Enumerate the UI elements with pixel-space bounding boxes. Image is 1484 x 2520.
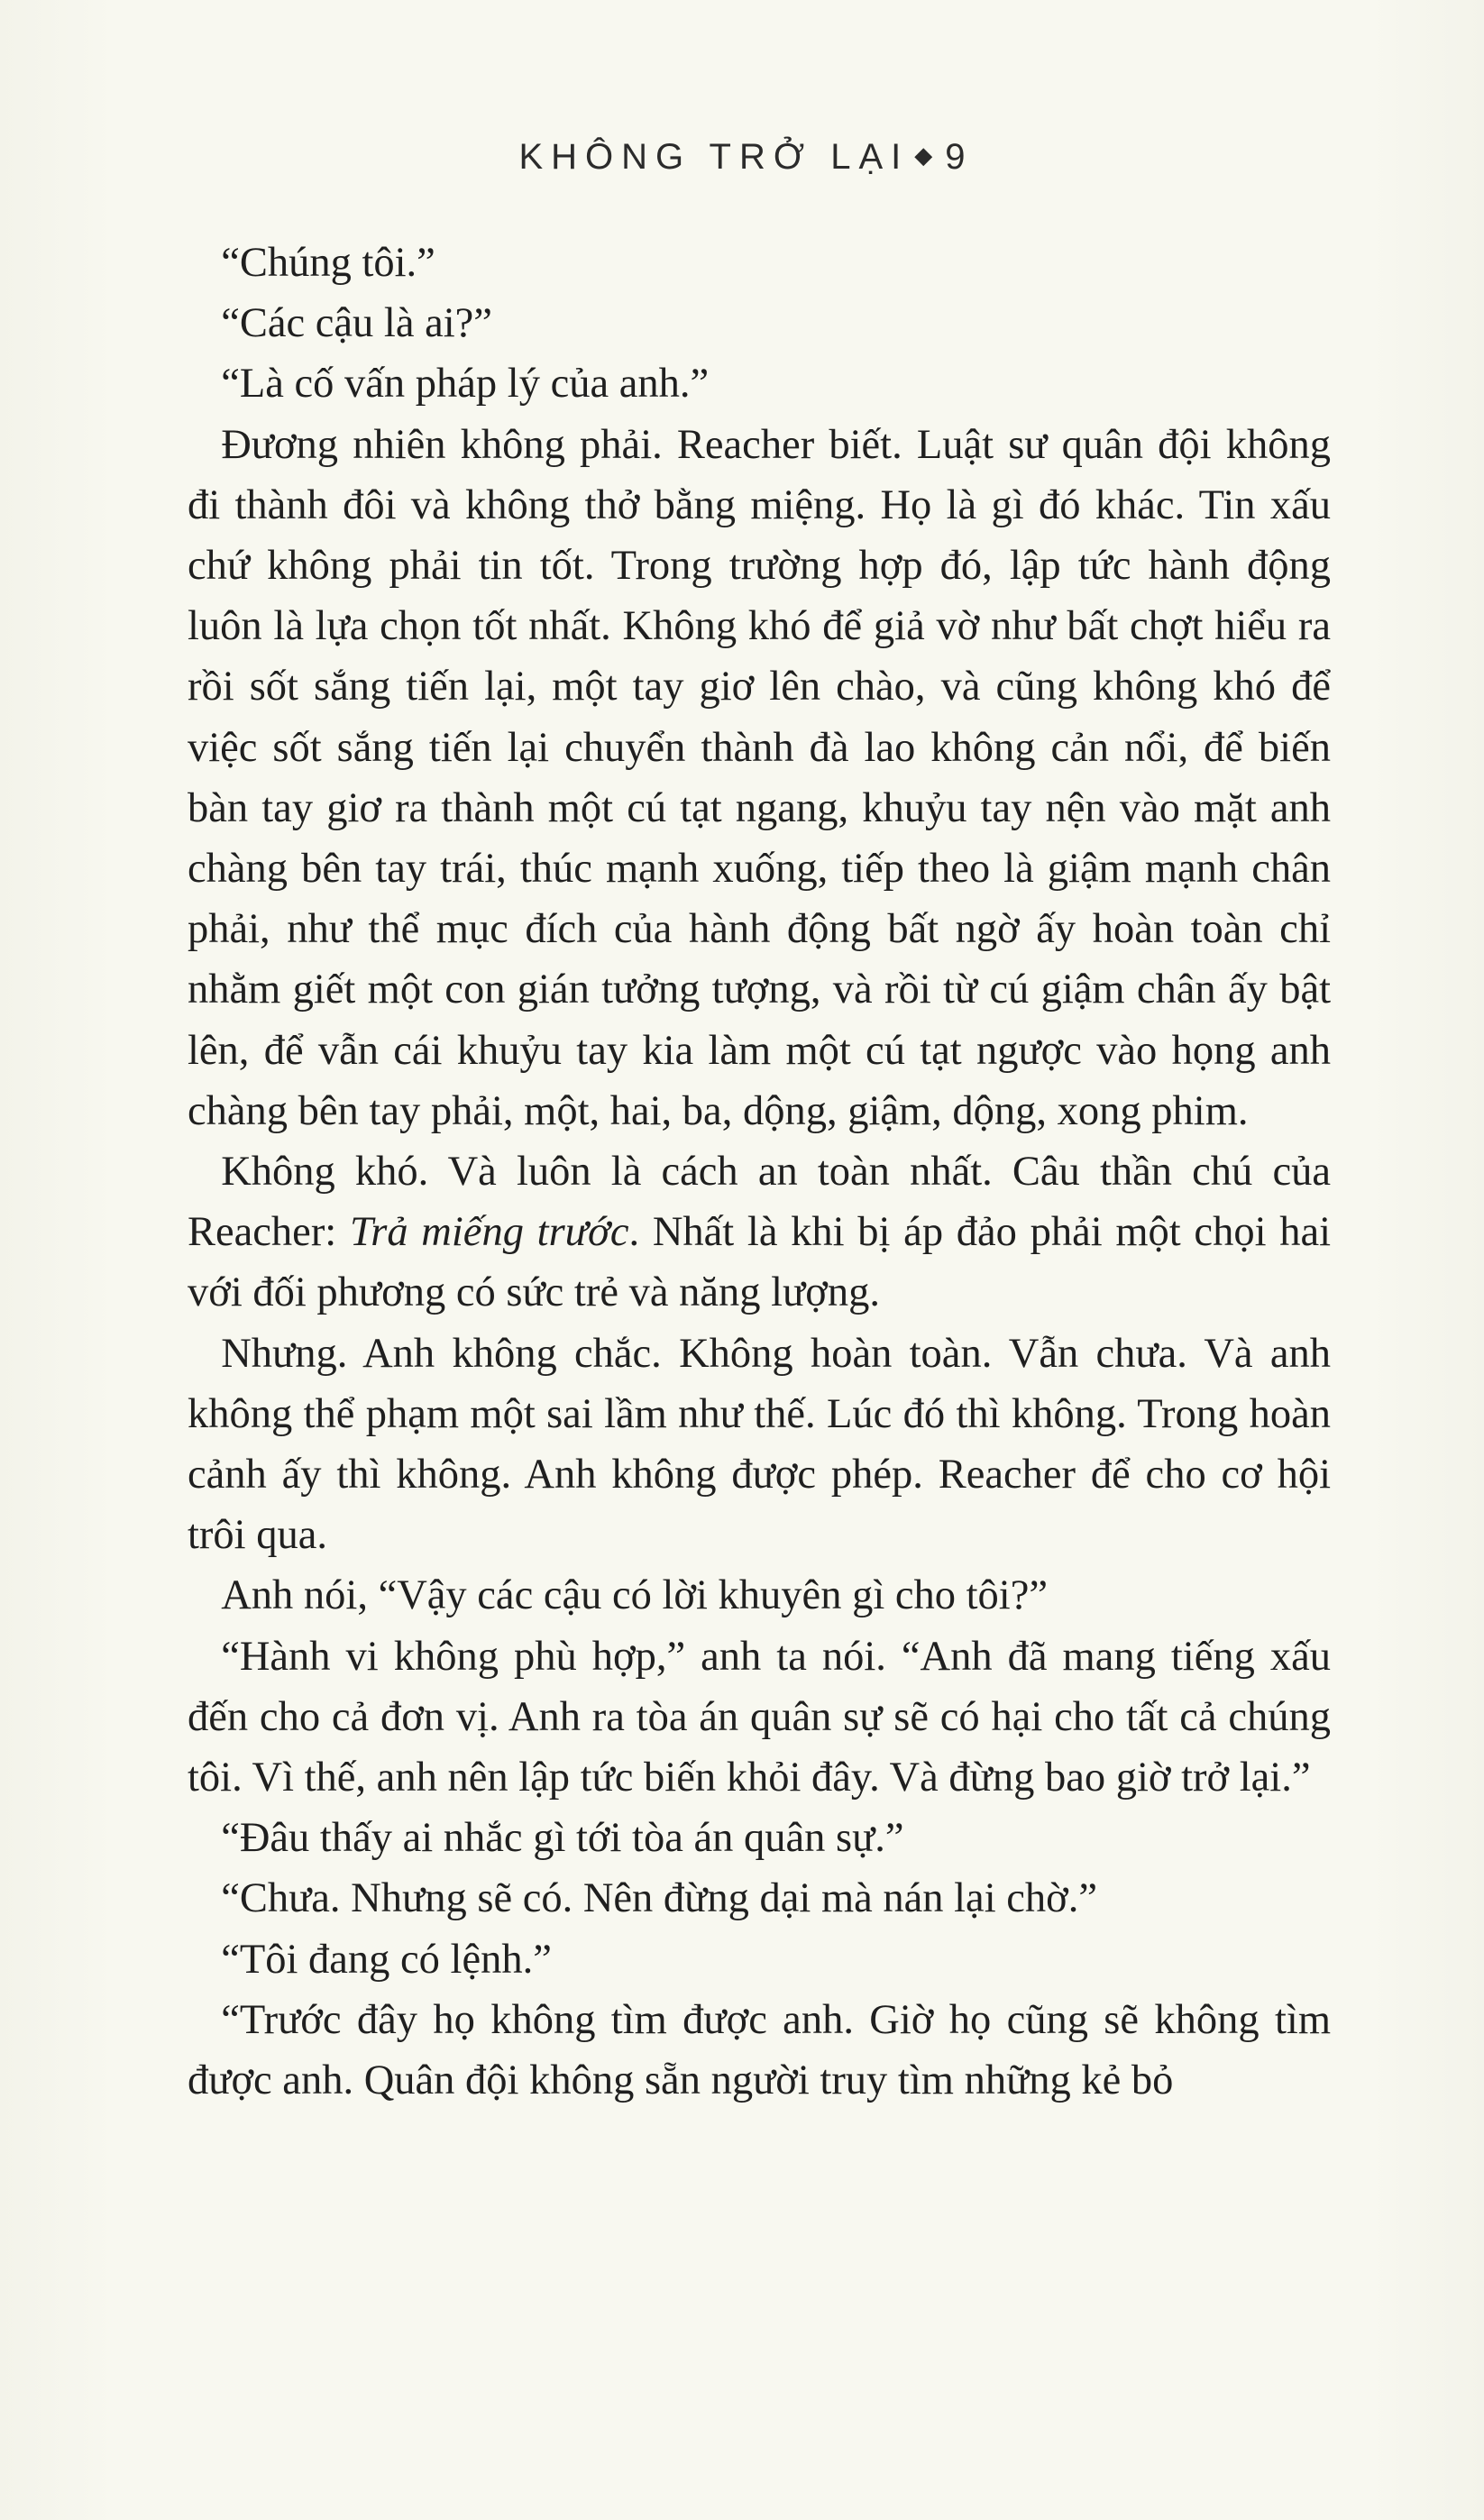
paragraph: “Hành vi không phù hợp,” anh ta nói. “Anh đã mang tiếng xấu đến cho cả đơn vị. Anh ra tòa án quân sự sẽ có hại cho tất cả chúng tôi. Vì thế, anh nên lập tức biến khỏi đây. Và đừng bao giờ trở lại.”	[188, 1633, 1331, 1801]
running-head	[0, 137, 1484, 178]
paragraph: Anh nói, “Vậy các cậu có lời khuyên gì cho tôi?”	[221, 1572, 1048, 1619]
mantra-italic: Trả miếng trước	[349, 1209, 629, 1256]
paragraph-mantra	[188, 1141, 1331, 1324]
paragraph: “Chưa. Nhưng sẽ có. Nên đừng dại mà nán lại chờ.”	[221, 1875, 1097, 1922]
paragraph: “Chúng tôi.”	[221, 240, 435, 286]
paragraph: “Trước đây họ không tìm được anh. Giờ họ cũng sẽ không tìm được anh. Quân đội không sẵn người truy tìm những kẻ bỏ	[188, 1996, 1331, 2104]
paragraph-text: Không khó. Và luôn là cách an toàn nhất. Câu thần chú của Reacher:	[188, 1149, 1331, 1256]
paragraph: “Tôi đang có lệnh.”	[221, 1936, 552, 1983]
paragraph: “Các cậu là ai?”	[221, 300, 492, 347]
page-number: 9	[945, 137, 966, 177]
diamond-separator-icon: ◆	[914, 141, 933, 169]
paragraph: “Đâu thấy ai nhắc gì tới tòa án quân sự.”	[221, 1815, 904, 1862]
chapter-title: KHÔNG TRỞ LẠI	[518, 137, 910, 177]
paragraph: “Là cố vấn pháp lý của anh.”	[221, 361, 710, 408]
body-text	[188, 233, 1331, 2111]
paragraph-text-tail: . Nhất là khi bị áp đảo phải một chọi hai với đối phương có sức trẻ và năng lượng.	[188, 1209, 1332, 1316]
paragraph: Nhưng. Anh không chắc. Không hoàn toàn. Vẫn chưa. Và anh không thể phạm một sai lầm như thế. Lúc đó thì không. Trong hoàn cảnh ấy thì không. Anh không được phép. Reacher để cho cơ hội trôi qua.	[188, 1330, 1331, 1559]
paragraph: Đương nhiên không phải. Reacher biết. Luật sư quân đội không đi thành đôi và không thở bằng miệng. Họ là gì đó khác. Tin xấu chứ không phải tin tốt. Trong trường hợp đó, lập tức hành động luôn là lựa chọn tốt nhất. Không khó để giả vờ như bất chợt hiểu ra rồi sốt sắng tiến lại, một tay giơ lên chào, và cũng không khó để việc sốt sắng tiến lại chuyển thành đà lao không cản nổi, để biến bàn tay giơ ra thành một cú tạt ngang, khuỷu tay nện vào mặt anh chàng bên tay trái, thúc mạnh xuống, tiếp theo là giậm mạnh chân phải, như thể mục đích của hành động bất ngờ ấy hoàn toàn chỉ nhằm giết một con gián tưởng tượng, và rồi từ cú giậm chân ấy bật lên, để vẫn cái khuỷu tay kia làm một cú tạt ngược vào họng anh chàng bên tay phải, một, hai, ba, dộng, giậm, dộng, xong phim.	[188, 421, 1331, 1134]
